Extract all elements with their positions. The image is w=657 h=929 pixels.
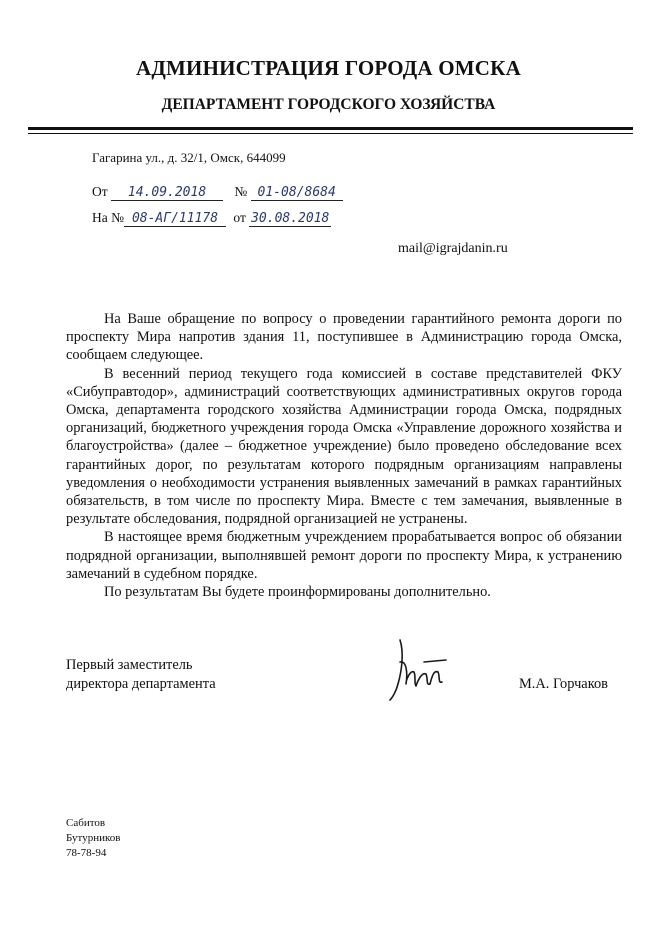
paragraph-1: На Ваше обращение по вопросу о проведении гарантийного ремонта дороги по проспекту Мира напротив здания 11, поступившее в Администрацию города Омска, сообщаем следующее. [66, 311, 622, 364]
to-number-label: На № [92, 210, 124, 225]
header-rule-thin [28, 133, 633, 134]
organization-address: Гагарина ул., д. 32/1, Омск, 644099 [92, 150, 286, 165]
executor-name-2: Бутурников [66, 832, 121, 844]
number-label: № [234, 184, 248, 199]
header-rule-thick [28, 127, 633, 130]
executor-name-1: Сабитов [66, 817, 106, 829]
recipient-email: mail@igrajdanin.ru [398, 241, 508, 256]
from-label: От [92, 184, 108, 199]
executor-info [66, 816, 120, 861]
department-name: ДЕПАРТАМЕНТ ГОРОДСКОГО ХОЗЯЙСТВА [161, 96, 496, 113]
incoming-number: 08-АГ/11178 [124, 211, 226, 227]
letter-body [66, 310, 622, 601]
incoming-registry-line [92, 210, 331, 227]
outgoing-number: 01-08/8684 [251, 185, 343, 201]
incoming-date: 30.08.2018 [251, 211, 330, 226]
position-line-1: Первый заместитель [66, 657, 193, 673]
document-title: АДМИНИСТРАЦИЯ ГОРОДА ОМСКА [136, 56, 521, 80]
signatory-position [66, 656, 216, 694]
outgoing-date: 14.09.2018 [111, 185, 223, 201]
paragraph-3: В настоящее время бюджетным учреждением прорабатывается вопрос об обязании подрядной организации, выполнявшей ремонт дороги по проспекту Мира, к устранению замечаний в судебном порядке. [66, 529, 622, 582]
signatory-name: М.А. Горчаков [519, 676, 608, 692]
outgoing-registry-line [92, 184, 343, 201]
executor-phone: 78-78-94 [66, 847, 107, 859]
handwritten-signature [380, 632, 460, 706]
paragraph-4: По результатам Вы будете проинформированы дополнительно. [104, 584, 491, 601]
incoming-date-label: от [233, 210, 246, 225]
position-line-2: директора департамента [66, 676, 216, 692]
paragraph-2: В весенний период текущего года комиссией в составе представителей ФКУ «Сибуправтодор», администраций соответствующих административных округов города Омска, департамента городского хозяйства Администрации города Омска, подрядных организаций, бюджетного учреждения города Омска «Управление дорожного хозяйства и благоустройства» (далее – бюджетное учреждение) было проведено обследование всех гарантийных дорог, по результатам которого подрядным организациям направлены уведомления о необходимости устранения выявленных замечаний в рамках гарантийных обязательств, в том числе по проспекту Мира. Вместе с тем замечания, выявленные в результате обследования, подрядной организацией не устранены. [66, 365, 622, 528]
